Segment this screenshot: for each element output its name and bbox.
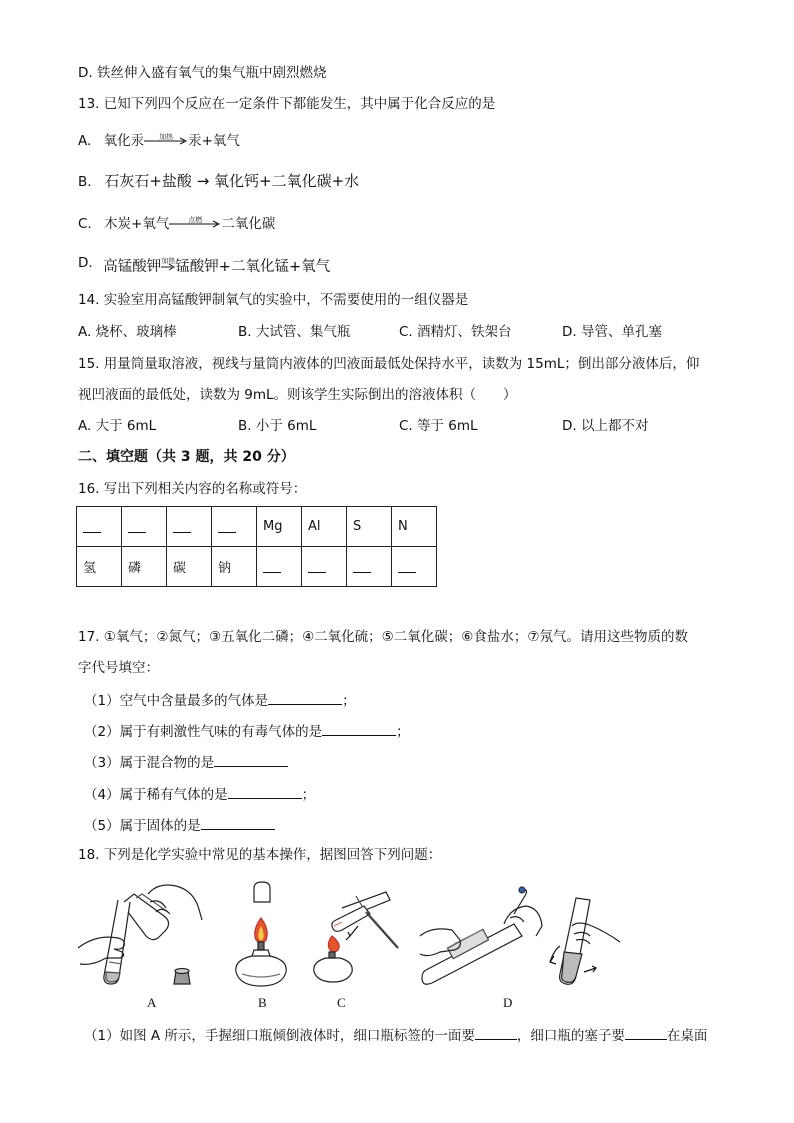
sub-question-text: （5）属于固体的是 [84,818,201,834]
sub-question-text: （4）属于稀有气体的是 [84,787,228,803]
table-cell: 氢 [77,547,122,587]
reaction-condition: 加热 [159,133,174,141]
table-cell[interactable] [347,547,392,587]
figure-label-d: D [503,995,513,1010]
option-label: B. [78,174,92,190]
q13-option-a [78,132,240,150]
reaction-arrow: → [191,172,215,190]
figure-b-alcohol-lamp [226,880,296,990]
q18-stem: 18. 下列是化学实验中常见的基本操作，据图回答下列问题： [78,847,442,863]
reaction-condition: 点燃 [188,216,203,224]
reactant: 木炭+氧气 [104,216,170,232]
table-row [77,547,437,587]
table-cell: 钠 [212,547,257,587]
figure-label-a: A [147,995,157,1010]
table-row [77,507,437,547]
sub-question-text: （1）空气中含量最多的气体是 [84,693,269,709]
q14-option-d: D. 导管、单孔塞 [562,324,662,340]
reaction-arrow [144,133,188,145]
option-label: D. [78,255,93,271]
answer-blank[interactable] [228,784,302,799]
answer-blank [218,520,236,533]
table-cell: S [347,507,392,547]
sub-question-text: （2）属于有刺激性气味的有毒气体的是 [84,724,323,740]
option-label: A. [78,133,92,149]
punctuation: ； [342,693,356,709]
q16-stem: 16. 写出下列相关内容的名称或符号： [78,481,307,497]
sub-question-text: 在桌面 [666,1028,708,1044]
q17-sub3 [84,752,288,772]
table-cell[interactable] [212,507,257,547]
q15-option-c: C. 等于 6mL [399,418,478,434]
answer-blank [128,520,146,533]
q14-option-c: C. 酒精灯、铁架台 [399,324,512,340]
q15-stem-line1: 15. 用量筒量取溶液，视线与量筒内液体的凹液面最低处保持水平，读数为 15mL；倒出部分液体后，仰 [78,356,700,372]
q14-option-b: B. 大试管、集气瓶 [238,324,351,340]
sub-question-text: （1）如图 A 所示，手握细口瓶倾倒液体时，细口瓶标签的一面要 [84,1028,475,1044]
table-cell[interactable] [122,507,167,547]
answer-blank[interactable] [214,752,288,767]
q17-stem-line1: 17. ①氧气；②氮气；③五氧化二磷；④二氧化硫；⑤二氧化碳；⑥食盐水；⑦氖气。请用这些物质的数 [78,629,688,645]
option-label: C. [78,216,92,232]
table-cell: 磷 [122,547,167,587]
reactant: 高锰酸钾 [103,259,162,275]
q15-option-d: D. 以上都不对 [562,418,649,434]
answer-blank[interactable] [322,721,396,736]
table-cell: 碳 [167,547,212,587]
answer-blank [263,560,281,573]
answer-blank [398,560,416,573]
reactant: 氧化汞 [103,133,145,149]
table-cell: N [392,507,437,547]
answer-blank[interactable] [625,1025,667,1040]
table-cell[interactable] [167,507,212,547]
punctuation: ； [396,724,410,740]
q17-stem-line2: 字代号填空： [78,660,159,676]
q18-sub1 [84,1025,707,1045]
product: 汞+氧气 [188,133,240,149]
reactant: 石灰石+盐酸 [104,172,192,190]
answer-blank[interactable] [268,690,342,705]
answer-blank [83,520,101,533]
sub-question-text: ，细口瓶的塞子要 [516,1028,625,1044]
q17-sub2 [84,721,410,741]
product: 氧化钙+二氧化碳+水 [214,172,360,190]
q17-sub5 [84,815,275,835]
table-cell: Al [302,507,347,547]
section-heading: 二、填空题（共 3 题，共 20 分） [78,449,295,465]
table-cell[interactable] [392,547,437,587]
table-cell[interactable] [77,507,122,547]
q15-stem-line2: 视凹液面的最低处，读数为 9mL。则该学生实际倒出的溶液体积（ ） [78,387,517,403]
answer-blank[interactable] [201,815,275,830]
punctuation: ； [301,787,316,803]
q13-stem: 13. 已知下列四个反应在一定条件下都能发生，其中属于化合反应的是 [78,96,496,112]
figure-label-c: C [337,995,346,1010]
sub-question-text: （3）属于混合物的是 [84,755,215,771]
figure-c-heating-test-tube [306,878,404,990]
answer-blank[interactable] [475,1025,517,1040]
q13-option-b [78,172,359,191]
q14-option-a: A. 烧杯、玻璃棒 [78,324,177,340]
figure-d-test-tube-operation [418,884,546,990]
product: 二氧化碳 [221,216,276,232]
table-cell[interactable] [302,547,347,587]
table-cell[interactable] [257,547,302,587]
product: 锰酸钾+二氧化锰+氧气 [175,259,331,275]
table-cell: Mg [257,507,302,547]
figure-a-pouring-liquid [76,876,206,991]
reaction-arrow [169,216,221,228]
q13-option-c [78,215,275,233]
reaction-arrow [161,257,176,271]
figure-shaking-test-tube [548,896,628,992]
q17-sub4 [84,784,315,804]
q15-option-b: B. 小于 6mL [238,418,317,434]
answer-blank [353,560,371,573]
reaction-condition: 加热 [161,257,176,265]
answer-blank [173,520,191,533]
q15-option-a: A. 大于 6mL [78,418,157,434]
q13-option-d [78,255,331,276]
answer-blank [308,560,326,573]
figure-label-b: B [258,995,267,1010]
q14-stem: 14. 实验室用高锰酸钾制氧气的实验中，不需要使用的一组仪器是 [78,292,469,308]
q12-option-d: D. 铁丝伸入盛有氧气的集气瓶中剧烈燃烧 [78,65,327,81]
q17-sub1 [84,690,356,710]
symbol-table [76,506,437,587]
